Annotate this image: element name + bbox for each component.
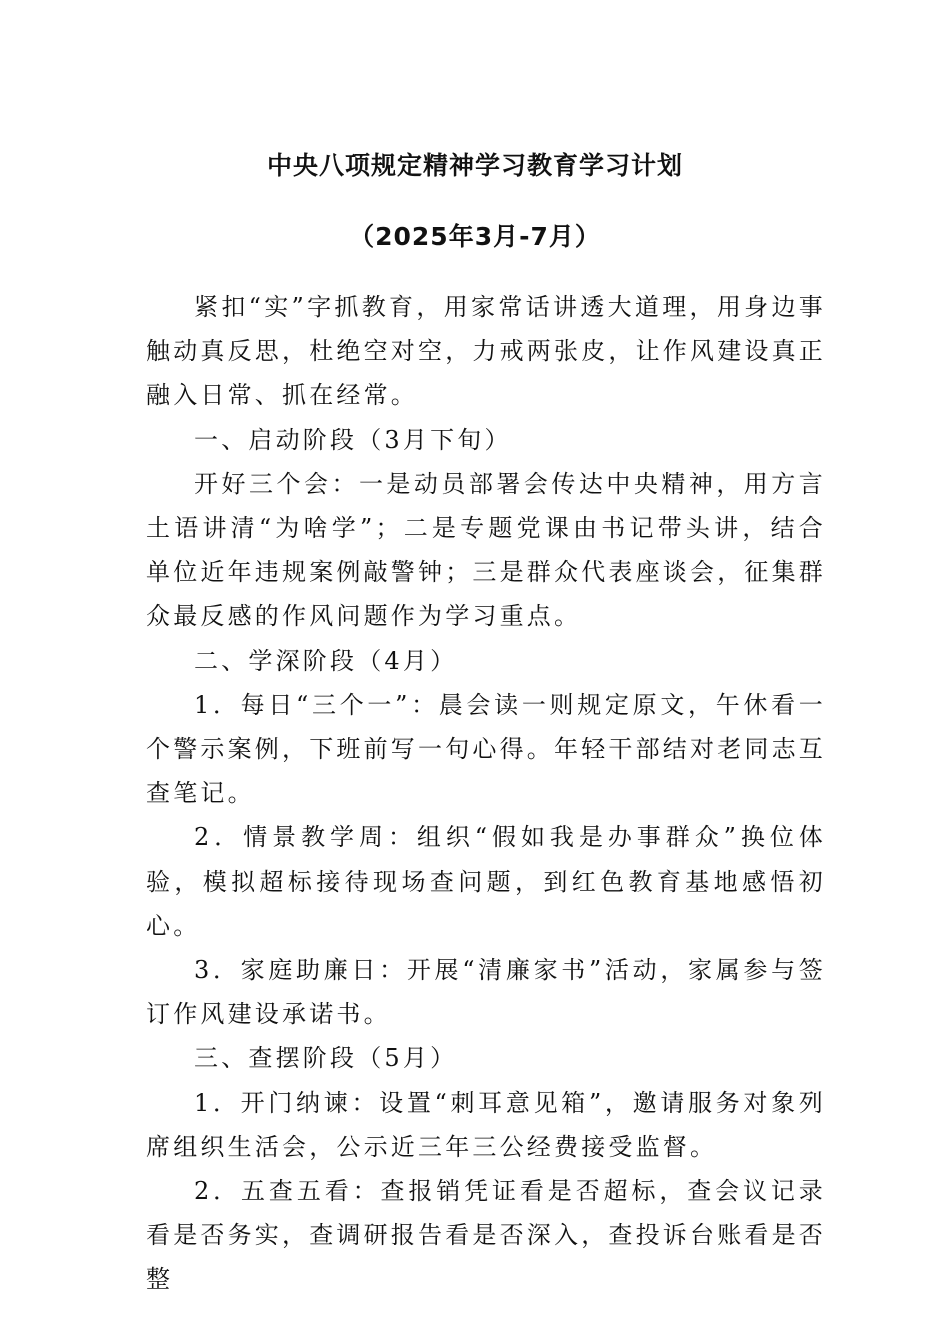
document-body bbox=[146, 285, 826, 1302]
section-heading-review: 三、查摆阶段（5月） bbox=[194, 1044, 458, 1073]
document-title: 中央八项规定精神学习教育学习计划 bbox=[266, 151, 683, 180]
section-heading-launch: 一、启动阶段（3月下旬） bbox=[194, 425, 512, 454]
document-date-range: （2025年3月-7月） bbox=[349, 222, 601, 251]
launch-paragraph: 开好三个会：一是动员部署会传达中央精神，用方言土语讲清“为啥学”；二是专题党课由书记带头讲，结合单位近年违规案例敲警钟；三是群众代表座谈会，征集群众最反感的作风问题作为学习重点。 bbox=[146, 469, 826, 631]
study-item-2: 2．情景教学周：组织“假如我是办事群众”换位体验，模拟超标接待现场查问题，到红色教育基地感悟初心。 bbox=[146, 823, 826, 940]
intro-paragraph: 紧扣“实”字抓教育，用家常话讲透大道理，用身边事触动真反思，杜绝空对空，力戒两张皮，让作风建设真正融入日常、抓在经常。 bbox=[146, 293, 826, 410]
review-item-2: 2．五查五看：查报销凭证看是否超标，查会议记录看是否务实，查调研报告看是否深入，查投诉台账看是否整 bbox=[146, 1177, 826, 1294]
study-item-1: 1．每日“三个一”：晨会读一则规定原文，午休看一个警示案例，下班前写一句心得。年轻干部结对老同志互查笔记。 bbox=[146, 690, 826, 808]
study-item-3: 3．家庭助廉日：开展“清廉家书”活动，家属参与签订作风建设承诺书。 bbox=[146, 956, 826, 1029]
section-heading-study: 二、学深阶段（4月） bbox=[194, 646, 458, 675]
review-item-1: 1．开门纳谏：设置“刺耳意见箱”，邀请服务对象列席组织生活会，公示近三年三公经费接受监督。 bbox=[146, 1088, 826, 1161]
